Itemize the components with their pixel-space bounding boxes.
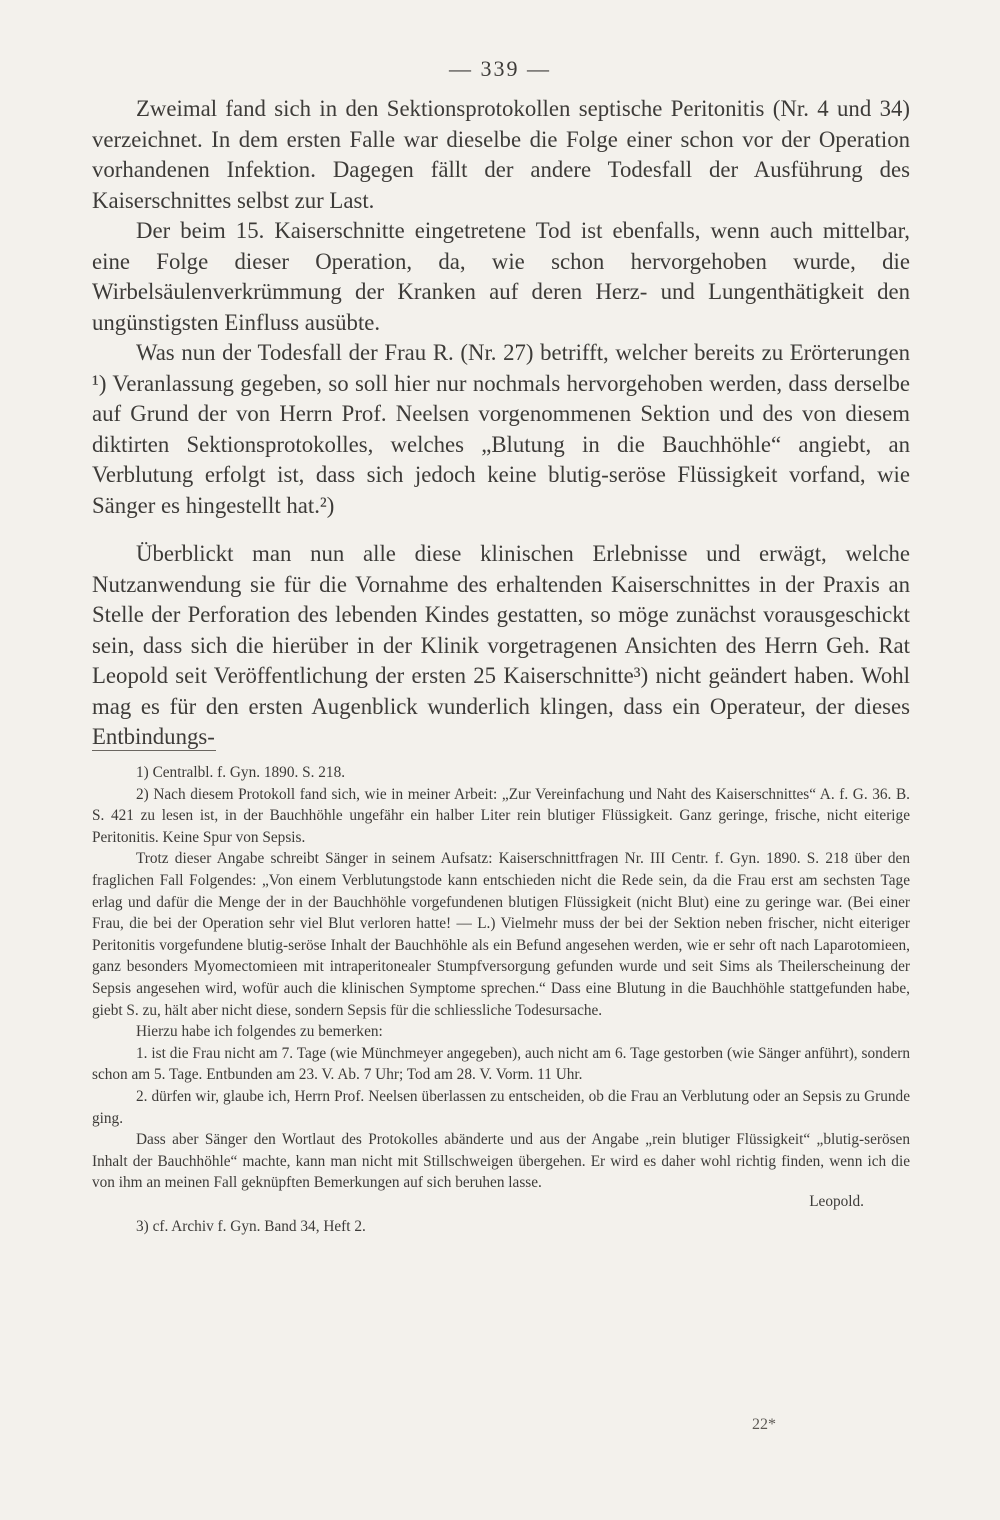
page-number: — 339 — xyxy=(449,56,551,81)
paragraph-1: Zweimal fand sich in den Sektionsprotokollen septische Peritonitis (Nr. 4 und 34) verzeichnet. In dem ersten Falle war dieselbe die Folge einer schon vor der Operation vorhandenen Infektion. Dagegen fällt der andere Todesfall der Ausführung des Kaiserschnittes selbst zur Last. xyxy=(92,96,910,213)
footnote-2-remark-1: 1. ist die Frau nicht am 7. Tage (wie Münchmeyer angegeben), auch nicht am 6. Tage gestorben (wie Sänger anführt), sondern schon am 5. Tage. Entbunden am 23. V. Ab. 7 Uhr; Tod am 28. V. Vorm. 11 Uhr. xyxy=(92,1044,910,1084)
paragraph-2: Der beim 15. Kaiserschnitte eingetretene Tod ist ebenfalls, wenn auch mittelbar, eine Folge dieser Operation, da, wie schon hervorgehoben wurde, die Wirbelsäulenverkrümmung der Kranken auf deren Herz- und Lungenthätigkeit den ungünstigsten Einfluss ausübte. xyxy=(92,218,910,335)
footnote-2: 2) Nach diesem Protokoll fand sich, wie in meiner Arbeit: „Zur Vereinfachung und Naht des Kaiserschnittes“ A. f. G. 36. B. S. 421 zu lesen ist, in der Bauchhöhle ungefähr ein halber Liter rein blutiger Flüssigkeit. Ganz geringe, frische, nicht eiterige Peritonitis. Keine Spur von Sepsis. xyxy=(92,785,910,846)
footnotes xyxy=(92,762,910,1238)
signature-mark: 22* xyxy=(752,1416,776,1433)
footnote-1: 1) Centralbl. f. Gyn. 1890. S. 218. xyxy=(136,764,346,781)
main-text xyxy=(92,94,910,753)
footnote-2-quote: Trotz dieser Angabe schreibt Sänger in seinem Aufsatz: Kaiserschnittfragen Nr. III Centr. f. Gyn. 1890. S. 218 über den fraglichen Fall Folgendes: „Von einem Verblutungstode kann entschieden nicht die Rede sein, da die Frau erst am sechsten Tage erlag und dafür die Menge der in der Bauchhöhle vorgefundenen blutigen Flüssigkeit (nicht Blut) eine zu geringe war. (Bei einer Frau, die bei der Operation sehr viel Blut verloren hatte! — L.) Vielmehr muss der bei der Sektion neben frischer, nicht eiteriger Peritonitis vorgefundene blutig-seröse Inhalt der Bauchhöhle als ein Befund angesehen werden, wie er sehr oft nach Laparotomieen, ganz besonders Myomectomieen mit intraperitonealer Stumpfversorgung gefunden wurde und seit Sims als Theilerscheinung der Sepsis angesehen wird, wofür auch die klinischen Symptome sprechen.“ Dass eine Blutung in die Bauchhöhle stattgefunden habe, giebt S. zu, hält aber nicht diese, sondern Sepsis für die schliessliche Todesursache. xyxy=(92,850,910,1019)
footnote-2-remark-intro: Hierzu habe ich folgendes zu bemerken: xyxy=(136,1023,383,1041)
footnote-signature: Leopold. xyxy=(809,1192,864,1210)
paragraph-3: Was nun der Todesfall der Frau R. (Nr. 27) betrifft, welcher bereits zu Erörterungen ¹) Veranlassung gegeben, so soll hier nur nochmals hervorgehoben werden, dass derselbe auf Grund der von Herrn Prof. Neelsen vorgenommenen Sektion und des von diesem diktirten Sektionsprotokolles, welches „Blutung in die Bauchhöhle“ angiebt, an Verblutung erfolgt ist, dass sich jedoch keine blutig-seröse Flüssigkeit vorfand, wie Sänger es hingestellt hat.²) xyxy=(92,340,910,518)
footnote-2-remark-2: 2. dürfen wir, glaube ich, Herrn Prof. Neelsen überlassen zu entscheiden, ob die Frau an Verblutung oder an Sepsis zu Grunde ging. xyxy=(92,1087,910,1127)
footnote-2-conclusion: Dass aber Sänger den Wortlaut des Protokolles abänderte und aus der Angabe „rein blutiger Flüssigkeit“ „blutig-serösen Inhalt der Bauchhöhle“ machte, kann man nicht mit Stillschweigen übergehen. Er wird es daher wohl richtig finden, wenn ich die von ihm an meinen Fall geknüpften Bemerkungen auf sich beruhen lasse. xyxy=(92,1131,910,1192)
paragraph-4: Überblickt man nun alle diese klinischen Erlebnisse und erwägt, welche Nutzanwendung sie für die Vornahme des erhaltenden Kaiserschnittes in der Praxis an Stelle der Perforation des lebenden Kindes gestatten, so möge zunächst vorausgeschickt sein, dass sich die hierüber in der Klinik vorgetragenen Ansichten des Herrn Geh. Rat Leopold seit Veröffentlichung der ersten 25 Kaiserschnitte³) nicht geändert haben. Wohl mag es für den ersten Augenblick wunderlich klingen, dass ein Operateur, der dieses Entbindungs- xyxy=(92,541,910,749)
footnote-3: 3) cf. Archiv f. Gyn. Band 34, Heft 2. xyxy=(136,1218,366,1236)
footnote-divider xyxy=(92,750,216,751)
